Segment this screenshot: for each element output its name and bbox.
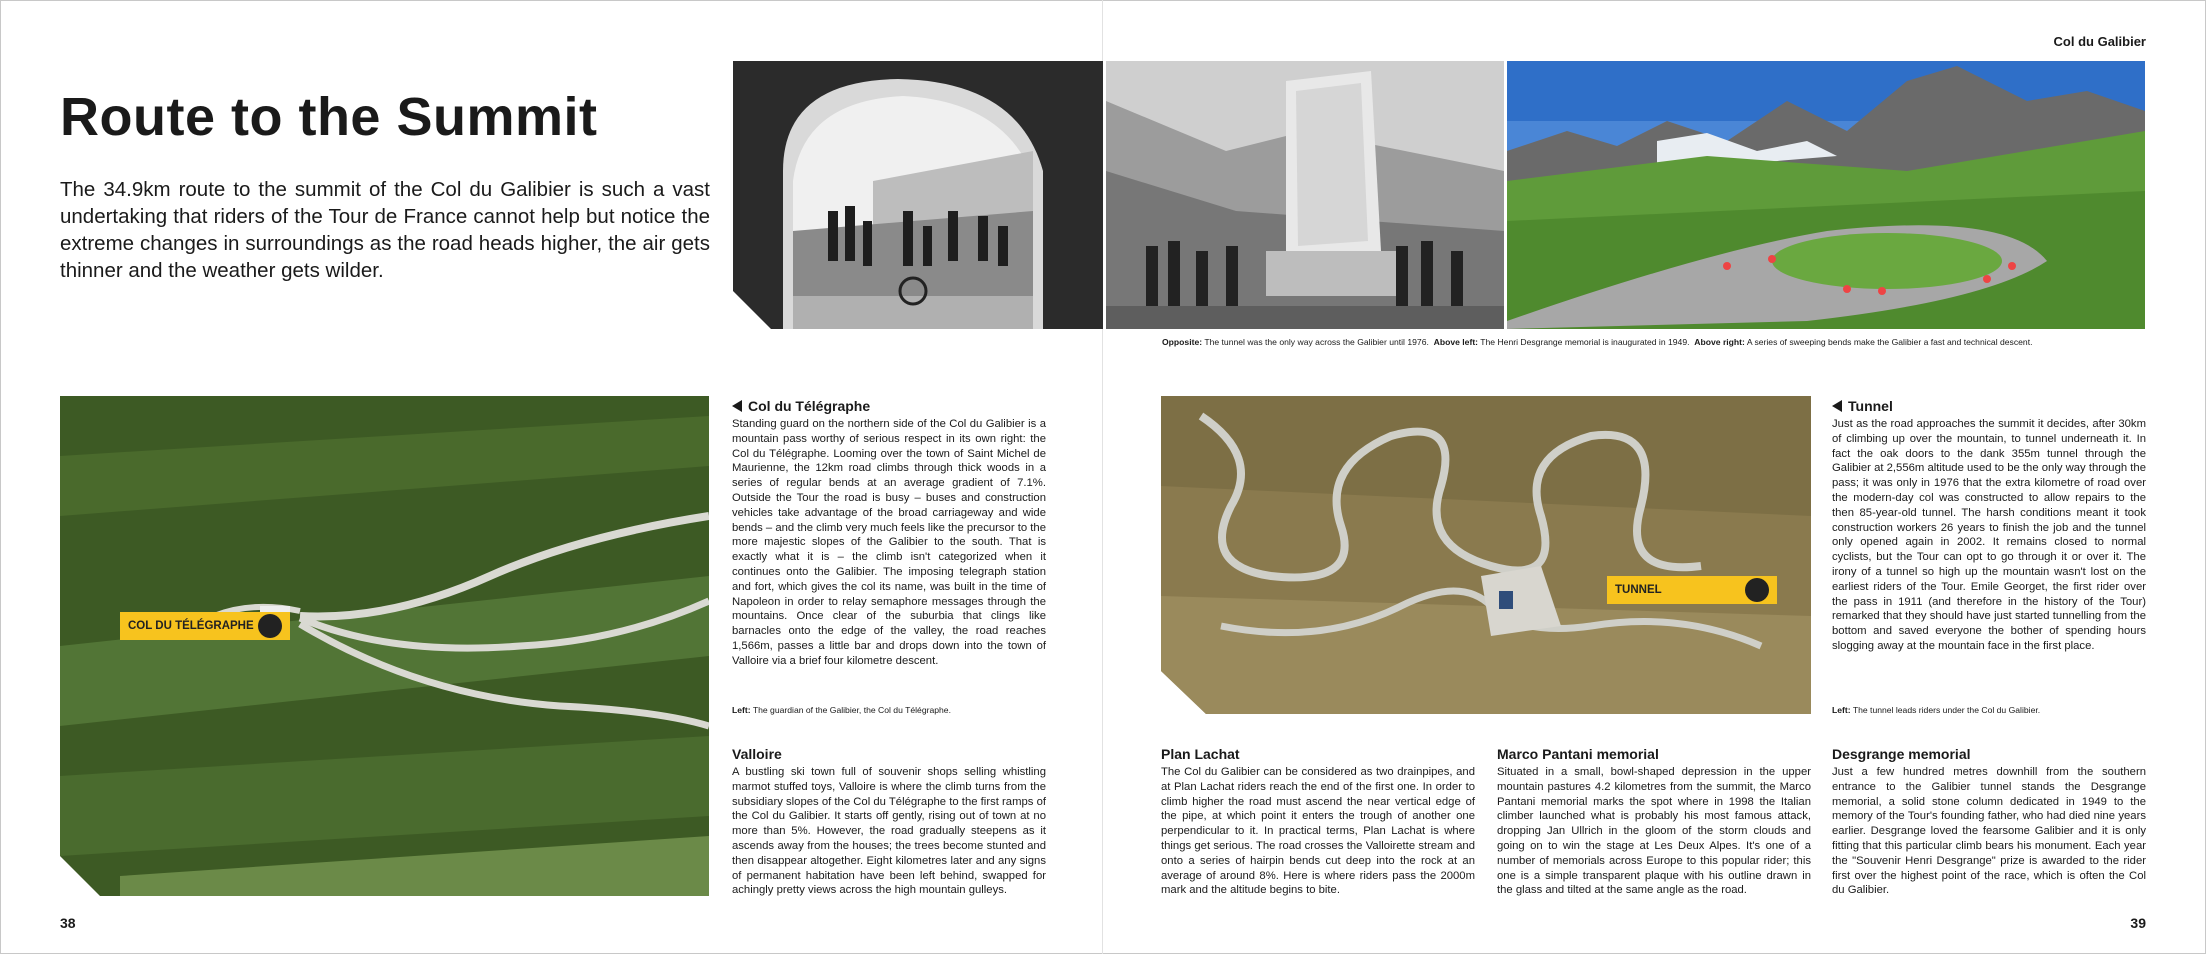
section-body: Just a few hundred metres downhill from the southern entrance to the Galibier tunnel stands the Desgrange memorial, a solid stone column dedicated in 1949 to the memory of the Tour's founding father, who had died nine years earlier. Desgrange loved the fearsome Galibier and it is only fitting that this particular climb bears his monument. Each year the "Souvenir Henri Desgrange" prize is awarded to the rider first over the highest point of the race, which is often the Col du Galibier. <box>1832 766 2146 897</box>
caption-label: Left: <box>1832 705 1851 715</box>
top-photo-caption <box>1162 337 2033 347</box>
tour-logo-icon <box>1745 578 1769 602</box>
section-plan-lachat <box>1161 746 1475 898</box>
photo-sweeping-bends <box>1507 61 2145 329</box>
section-body: Situated in a small, bowl-shaped depression in the upper mountain pastures 4.2 kilometres from the summit, the Marco Pantani memorial marks the spot where in 1998 the Italian climber launched what is probably his most famous attack, dropping Jan Ullrich in the gloom of the storm clouds and going on to win the stage at Les Deux Alpes. It's one of a number of memorials across Europe to this popular rider; this one is a simple transparent plaque with his outline drawn in the glass and tilted at the same angle as the road. <box>1497 766 1811 897</box>
section-heading: Desgrange memorial <box>1832 746 1971 762</box>
section-tunnel <box>1832 398 2146 654</box>
map-label-text: TUNNEL <box>1615 584 1662 596</box>
arrow-left-icon <box>732 400 742 412</box>
section-heading-text: Col du Télégraphe <box>748 398 871 414</box>
page-title: Route to the Summit <box>60 87 598 147</box>
section-heading-text: Tunnel <box>1848 398 1893 414</box>
section-valloire <box>732 746 1046 898</box>
aerial-photo-telegraphe <box>60 396 709 896</box>
page-number-right: 39 <box>2130 915 2146 931</box>
arrow-left-icon <box>1832 400 1842 412</box>
caption-telegraphe <box>732 705 1052 715</box>
caption-text: A series of sweeping bends make the Galibier a fast and technical descent. <box>1744 337 2033 347</box>
caption-text: The guardian of the Galibier, the Col du Télégraphe. <box>750 705 951 715</box>
intro-paragraph: The 34.9km route to the summit of the Col du Galibier is such a vast undertaking that riders of the Tour de France cannot help but notice the extreme changes in surroundings as the road heads higher, the air gets thinner and the weather gets wilder. <box>60 178 710 282</box>
caption-label: Above right: <box>1694 337 1745 347</box>
section-body: A bustling ski town full of souvenir shops selling whistling marmot stuffed toys, Valloire is where the climb turns from the subsidiary slopes of the Col du Télégraphe to the first ramps of the Col du Galibier. It starts off gently, rising out of town at no more than 5%. However, the road gradually steepens as it ascends away from the houses; the trees become stunted and then disappear altogether. Eight kilometres later and any signs of permanent habitation have been left behind, swapped for achingly pretty views across the high mountain gulleys. <box>732 766 1046 897</box>
caption-label: Above left: <box>1433 337 1479 347</box>
caption-label: Left: <box>732 705 751 715</box>
map-label-text: COL DU TÉLÉGRAPHE <box>128 620 254 632</box>
page-number-left: 38 <box>60 915 76 931</box>
map-label-tunnel <box>1607 576 1777 604</box>
running-head: Col du Galibier <box>2053 34 2146 49</box>
section-marco-pantani-memorial <box>1497 746 1811 898</box>
section-heading: Valloire <box>732 746 782 762</box>
section-heading <box>732 398 1046 414</box>
section-heading <box>1832 398 2146 414</box>
tour-logo-icon <box>258 614 282 638</box>
map-label-col-du-telegraphe <box>120 612 290 640</box>
section-body: The Col du Galibier can be considered as two drainpipes, and at Plan Lachat riders reach the end of the first one. In order to climb higher the road must ascend the near vertical edge of the pipe, at which point it enters the trough of another one perpendicular to it. In practical terms, Plan Lachat is where things get serious. The road crosses the Valloirette stream and onto a series of hairpin bends cut deep into the rock at an average of around 8%. Here is where riders pass the 2000m mark and the altitude begins to bite. <box>1161 766 1475 897</box>
section-desgrange-memorial <box>1832 746 2146 898</box>
caption-label: Opposite: <box>1162 337 1203 347</box>
section-body: Standing guard on the northern side of the Col du Galibier is a mountain pass worthy of serious respect in its own right: the Col du Télégraphe. Looming over the town of Saint Michel de Maurienne, the 12km road climbs through thick woods in a series of regular bends at an average gradient of 7.1%. Outside the Tour the road is busy – buses and construction vehicles take advantage of the broad carriageway and wide bends – and the climb very much feels like the precursor to the more majestic slopes of the Galibier to the south. That is exactly what it is – the climb isn't categorized when it continues onto the Galibier. The imposing telegraph station and fort, which gives the col its name, was built in the time of Napoleon in order to relay semaphore messages through the mountains. Once clear of the suburbia that clings like barnacles onto the edge of the valley, the road reaches 1,566m, passes a little bar and drops down into the town of Valloire via a brief four kilometre descent. <box>732 418 1046 667</box>
section-heading: Plan Lachat <box>1161 746 1240 762</box>
photo-tunnel-riders <box>733 61 1103 329</box>
section-heading: Marco Pantani memorial <box>1497 746 1659 762</box>
photo-desgrange-memorial <box>1106 61 1504 329</box>
section-col-du-telegraphe <box>732 398 1046 669</box>
caption-text: The tunnel leads riders under the Col du Galibier. <box>1850 705 2041 715</box>
aerial-photo-tunnel <box>1161 396 1811 714</box>
section-body: Just as the road approaches the summit it decides, after 30km of climbing up over the mountain, to tunnel underneath it. In fact the oak doors to the dank 355m tunnel through the Galibier at 2,556m altitude used to be the only way through the pass; it was only in 1976 that the extra kilometre of road over the modern-day col was constructed to allow repairs to the then 85-year-old tunnel. The harsh conditions meant it took construction workers 26 years to finish the job and the tunnel only opened again in 2002. It remains closed to normal cyclists, but the Tour can opt to go through it or over it. The irony of a tunnel so high up the mountain wasn't lost on the earliest riders of the Tour. Emile Georget, the first rider over the pass in 1911 (and therefore in the history of the Tour) remarked that they should have just started tunnelling from the bottom and saved everyone the bother of spending hours slogging away at the mountain face in the first place. <box>1832 418 2147 652</box>
caption-text: The Henri Desgrange memorial is inaugurated in 1949. <box>1478 337 1690 347</box>
caption-tunnel <box>1832 705 2152 715</box>
caption-text: The tunnel was the only way across the Galibier until 1976. <box>1202 337 1429 347</box>
